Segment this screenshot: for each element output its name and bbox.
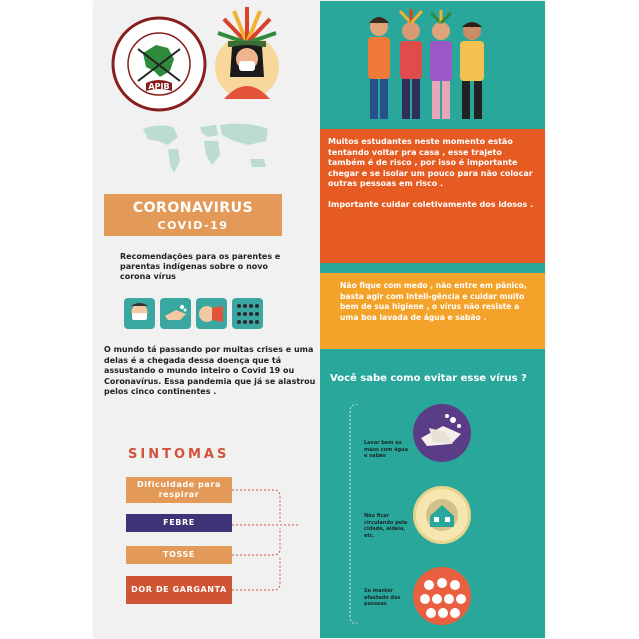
indigenous-woman-illustration xyxy=(214,7,280,107)
handwash-icon xyxy=(413,404,471,462)
students-info-box xyxy=(320,129,545,263)
handwash-icon xyxy=(160,298,191,329)
covid-title: CORONAVIRUS xyxy=(132,200,254,216)
symptom-breathing: Dificuldade para respirar xyxy=(126,477,232,503)
prevention-connector xyxy=(348,404,362,624)
covid-subtitle: COVID-19 xyxy=(157,219,229,232)
prevention-label-distance: Se manter afastado das pessoas xyxy=(364,588,401,607)
prevention-label-handwash: Lavar bem as mãos com água e sabão xyxy=(364,440,408,459)
no-panic-box xyxy=(320,273,545,349)
logo-name: APIB xyxy=(148,82,170,91)
world-map xyxy=(138,119,278,177)
symptom-cough: TOSSE xyxy=(126,546,232,564)
mask-icon xyxy=(124,298,155,329)
symptom-fever: FEBRE xyxy=(126,514,232,532)
symptoms-connector xyxy=(232,478,302,628)
house-icon xyxy=(413,486,471,544)
prevention-question: Você sabe como evitar esse vírus ? xyxy=(330,373,527,384)
symptom-sore-throat: DOR DE GARGANTA xyxy=(126,576,232,604)
sneeze-icon xyxy=(196,298,227,329)
recommendations-text: Recomendações para os parentes e parentas indígenas sobre o novo corona vírus xyxy=(120,252,281,281)
no-panic-text: Não fique com medo , não entre em pânico, basta agir com inteli-gência e cuidar muito bem de sua higiene , o vírus não resiste a uma boa lavada de água e sabão . xyxy=(340,281,527,322)
left-column xyxy=(94,1,320,638)
elders-paragraph: Importante cuidar coletivamente dos idosos . xyxy=(328,199,534,209)
coronavirus-banner xyxy=(104,194,282,236)
students-illustration xyxy=(360,7,500,125)
prevention-label-stay-home: Não ficar circulando pela cidade, aldeia, etc. xyxy=(364,513,408,539)
poster xyxy=(94,1,545,638)
apib-logo xyxy=(110,15,208,113)
crowd-icon xyxy=(413,567,471,625)
students-paragraph: Muitos estudantes neste momento estão tentando voltar pra casa , esse trajeto também é de risco , por isso é importante chegar e se isolar um pouco para não colocar outras pessoas em risco . xyxy=(328,137,533,188)
symptoms-title: SINTOMAS xyxy=(128,447,230,462)
right-column xyxy=(320,1,545,638)
crowd-icon xyxy=(232,298,263,329)
intro-paragraph: O mundo tá passando por muitas crises e uma delas é a chegada dessa doença que tá assustando o mundo inteiro o Covid 19 ou Coronavírus. Essa pandemia que já se alastrou pelos cinco continentes . xyxy=(104,345,316,396)
